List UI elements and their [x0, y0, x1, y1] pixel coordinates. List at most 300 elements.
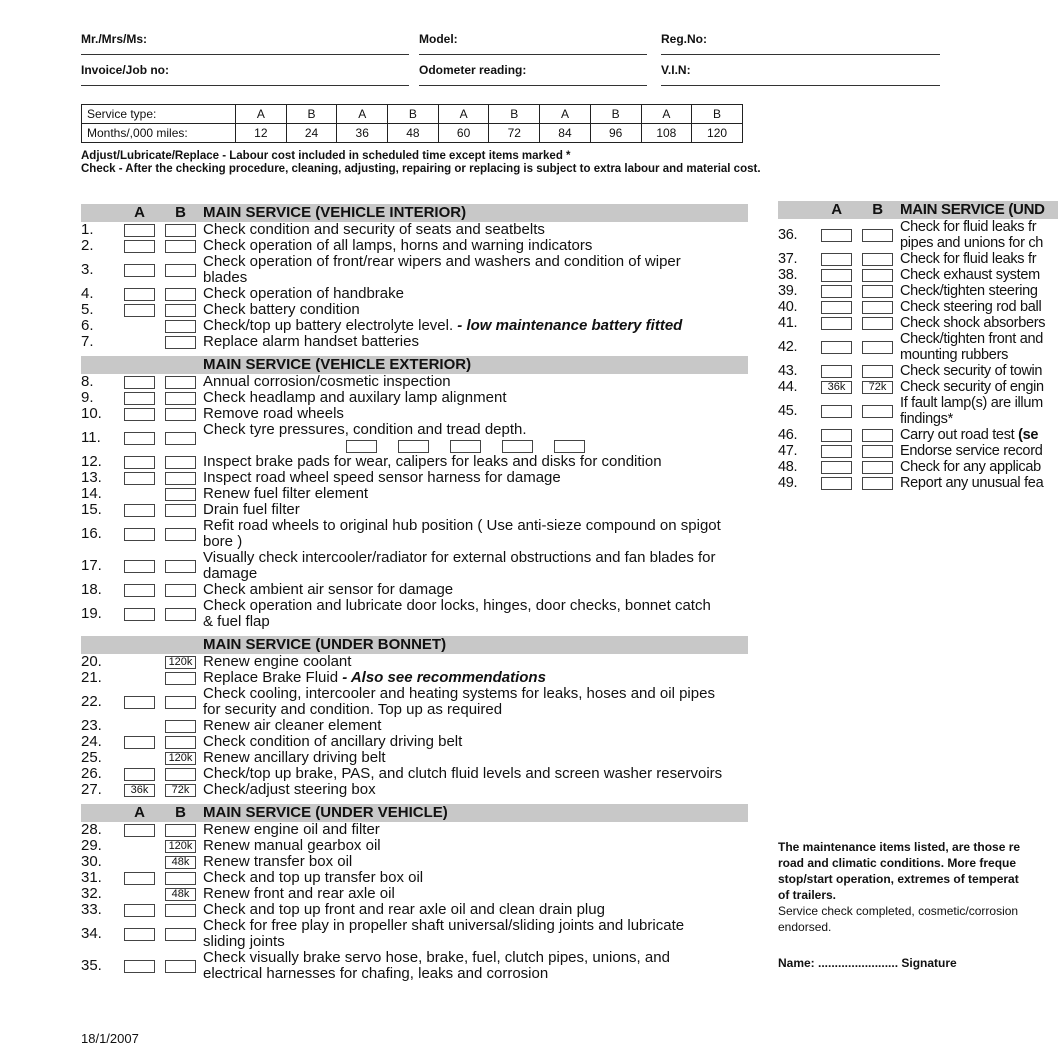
miles-cell: 84 — [540, 124, 591, 143]
item-number: 22. — [81, 693, 102, 710]
item-text-line — [203, 870, 423, 886]
checkbox[interactable] — [124, 824, 155, 837]
slot-a — [124, 288, 155, 301]
item-text-line — [203, 886, 395, 902]
slot-b — [862, 365, 893, 378]
item-text-segment: Check/top up battery electrolyte level. — [203, 317, 458, 334]
item-text-segment: Refit road wheels to original hub position ( Use anti-sieze compound on spigot — [203, 517, 721, 534]
item-text — [900, 379, 1044, 395]
item-number: 7. — [81, 333, 94, 350]
checkbox[interactable] — [862, 285, 893, 298]
slot-a — [124, 608, 155, 621]
service-type-cell: A — [438, 105, 489, 124]
item-number: 26. — [81, 765, 102, 782]
checkbox[interactable] — [124, 608, 155, 621]
slot-a — [821, 461, 852, 474]
checklist-item — [81, 486, 748, 502]
item-number: 17. — [81, 557, 102, 574]
item-text-line — [203, 270, 681, 286]
item-text-line — [203, 702, 715, 718]
slot-a — [821, 477, 852, 490]
item-text-line — [203, 670, 546, 686]
checkbox[interactable] — [165, 584, 196, 597]
slot-a — [124, 824, 155, 837]
item-text — [900, 251, 1036, 267]
note-adjust: Adjust/Lubricate/Replace - Labour cost included in scheduled time except items marked * — [81, 150, 571, 162]
item-number: 46. — [778, 427, 798, 443]
tyre-checkbox[interactable] — [554, 440, 585, 453]
item-text-segment: Check/adjust steering box — [203, 781, 376, 798]
checkbox[interactable] — [165, 768, 196, 781]
checklist-item — [81, 286, 748, 302]
field-input-line[interactable] — [81, 85, 409, 86]
item-text-line — [900, 251, 1036, 267]
item-number: 43. — [778, 363, 798, 379]
checkbox[interactable] — [165, 392, 196, 405]
item-number: 8. — [81, 373, 94, 390]
item-number: 44. — [778, 379, 798, 395]
slot-b — [165, 856, 196, 869]
miles-cell: 24 — [286, 124, 337, 143]
checkbox[interactable] — [821, 269, 852, 282]
slot-a — [124, 456, 155, 469]
checkbox[interactable] — [165, 824, 196, 837]
checkbox[interactable] — [124, 472, 155, 485]
checkbox[interactable] — [165, 528, 196, 541]
item-text — [203, 374, 451, 390]
interval-box[interactable]: 48k — [165, 888, 196, 901]
checkbox[interactable] — [124, 304, 155, 317]
checklist-item — [778, 251, 1058, 267]
slot-b — [862, 301, 893, 314]
interval-box[interactable]: 120k — [165, 656, 196, 669]
slot-b — [165, 240, 196, 253]
slot-a — [124, 432, 155, 445]
item-text-segment: Renew fuel filter element — [203, 485, 369, 502]
item-text — [203, 454, 662, 470]
item-text-segment: Check operation of all lamps, horns and warning indicators — [203, 237, 593, 254]
item-text — [203, 318, 682, 334]
service-schedule-table — [81, 104, 743, 143]
field-label: Model: — [419, 32, 458, 46]
checklist-item — [81, 918, 748, 950]
item-text — [203, 654, 351, 670]
checklist-item — [778, 219, 1058, 251]
tyre-boxes — [346, 438, 606, 454]
footer-line: endorsed. — [778, 920, 832, 934]
slot-a — [821, 365, 852, 378]
field-label: Odometer reading: — [419, 63, 527, 77]
item-number: 14. — [81, 485, 102, 502]
checkbox[interactable] — [165, 320, 196, 333]
item-text-segment: Inspect road wheel speed sensor harness for damage — [203, 469, 561, 486]
slot-b — [165, 840, 196, 853]
item-text — [203, 550, 716, 582]
service-type-cell: A — [641, 105, 692, 124]
item-text — [203, 782, 376, 798]
item-text — [203, 422, 606, 454]
slot-b — [862, 445, 893, 458]
section-header — [81, 204, 748, 222]
tyre-checkbox[interactable] — [502, 440, 533, 453]
checkbox[interactable] — [124, 288, 155, 301]
checkbox[interactable] — [165, 408, 196, 421]
item-number: 39. — [778, 283, 798, 299]
slot-a — [124, 584, 155, 597]
column-b-label: B — [175, 204, 186, 221]
item-text-line — [900, 347, 1043, 363]
checklist-item — [81, 406, 748, 422]
item-text-segment: Check for free play in propeller shaft universal/sliding joints and lubricate — [203, 917, 685, 934]
item-emphasis: - low maintenance battery fitted — [457, 317, 683, 334]
field-input-line[interactable] — [661, 85, 940, 86]
checklist-item — [778, 331, 1058, 363]
checkbox[interactable] — [165, 264, 196, 277]
checklist-item — [81, 238, 748, 254]
item-text-line — [203, 782, 376, 798]
checkbox[interactable] — [165, 904, 196, 917]
checklist-item — [81, 254, 748, 286]
slot-b — [165, 392, 196, 405]
checkbox[interactable] — [124, 376, 155, 389]
item-text — [900, 395, 1043, 427]
checkbox[interactable] — [862, 365, 893, 378]
checkbox[interactable] — [821, 445, 852, 458]
item-text-line — [203, 934, 684, 950]
item-text-line — [203, 406, 344, 422]
field-label: Reg.No: — [661, 32, 707, 46]
checkbox[interactable] — [124, 560, 155, 573]
checkbox[interactable] — [124, 264, 155, 277]
checkbox[interactable] — [124, 432, 155, 445]
section-title: MAIN SERVICE (UNDER BONNET) — [203, 636, 447, 653]
item-text-segment: Endorse service record — [900, 443, 1043, 459]
item-text-segment: Check security of engin — [900, 379, 1044, 395]
slot-a — [124, 904, 155, 917]
checkbox[interactable] — [124, 224, 155, 237]
checkbox[interactable] — [862, 477, 893, 490]
item-text-segment: Renew engine oil and filter — [203, 821, 380, 838]
slot-b — [165, 824, 196, 837]
left-checklist — [81, 204, 748, 982]
item-text — [203, 902, 605, 918]
interval-box[interactable]: 72k — [165, 784, 196, 797]
checkbox[interactable] — [165, 456, 196, 469]
item-text-segment: If fault lamp(s) are illum — [900, 395, 1043, 411]
item-number: 2. — [81, 237, 94, 254]
checklist-item — [81, 422, 748, 454]
checkbox[interactable] — [165, 472, 196, 485]
item-text — [203, 886, 395, 902]
checkbox[interactable] — [165, 720, 196, 733]
checkbox[interactable] — [124, 528, 155, 541]
checkbox[interactable] — [862, 341, 893, 354]
checkbox[interactable] — [124, 736, 155, 749]
item-text — [203, 406, 344, 422]
checkbox[interactable] — [821, 341, 852, 354]
slot-b — [165, 736, 196, 749]
item-text-segment: Renew engine coolant — [203, 653, 352, 670]
checkbox[interactable] — [165, 376, 196, 389]
checkbox[interactable] — [862, 301, 893, 314]
checklist-item — [81, 374, 748, 390]
checkbox[interactable] — [165, 608, 196, 621]
slot-b — [862, 429, 893, 442]
item-text — [203, 822, 380, 838]
item-text-line — [203, 286, 404, 302]
checklist-item — [778, 427, 1058, 443]
slot-a — [821, 381, 852, 394]
checkbox[interactable] — [821, 405, 852, 418]
miles-cell: 96 — [590, 124, 641, 143]
slot-b — [165, 608, 196, 621]
tyre-checkbox[interactable] — [450, 440, 481, 453]
item-text-line — [203, 822, 380, 838]
item-text-line — [203, 454, 662, 470]
checkbox[interactable] — [821, 285, 852, 298]
section-header — [81, 636, 748, 654]
checkbox[interactable] — [862, 429, 893, 442]
item-text-segment: Check/tighten steering — [900, 283, 1038, 299]
field-input-line[interactable] — [419, 54, 647, 55]
checkbox[interactable] — [821, 301, 852, 314]
checkbox[interactable] — [165, 304, 196, 317]
slot-b — [165, 672, 196, 685]
item-text-segment: Check visually brake servo hose, brake, fuel, clutch pipes, unions, and — [203, 949, 670, 966]
checkbox[interactable] — [124, 504, 155, 517]
checkbox[interactable] — [821, 253, 852, 266]
interval-box[interactable]: 120k — [165, 752, 196, 765]
checkbox[interactable] — [862, 317, 893, 330]
item-text-segment: Check headlamp and auxilary lamp alignment — [203, 389, 507, 406]
checkbox[interactable] — [862, 269, 893, 282]
item-text — [900, 459, 1041, 475]
checkbox[interactable] — [165, 504, 196, 517]
checklist-item — [81, 686, 748, 718]
miles-cell: 12 — [236, 124, 287, 143]
item-text — [900, 283, 1038, 299]
item-text — [900, 331, 1043, 363]
checkbox[interactable] — [124, 768, 155, 781]
checkbox[interactable] — [165, 224, 196, 237]
slot-a — [821, 269, 852, 282]
item-text-segment: Check and top up transfer box oil — [203, 869, 424, 886]
item-text-segment: mounting rubbers — [900, 347, 1009, 363]
checklist-item — [81, 886, 748, 902]
footer-bold-line: stop/start operation, extremes of temperat — [778, 872, 1019, 886]
item-text — [203, 670, 546, 686]
checkbox[interactable] — [124, 584, 155, 597]
item-text-segment: Renew front and rear axle oil — [203, 885, 395, 902]
checkbox[interactable] — [165, 336, 196, 349]
slot-b — [165, 720, 196, 733]
interval-box[interactable]: 48k — [165, 856, 196, 869]
miles-cell: 36 — [337, 124, 388, 143]
slot-b — [165, 928, 196, 941]
field-input-line[interactable] — [81, 54, 409, 55]
item-text-line — [203, 582, 453, 598]
item-text-segment: pipes and unions for ch — [900, 235, 1044, 251]
checkbox[interactable] — [124, 392, 155, 405]
checkbox[interactable] — [862, 405, 893, 418]
checkbox[interactable] — [165, 928, 196, 941]
checkbox[interactable] — [165, 736, 196, 749]
interval-box[interactable]: 36k — [821, 381, 852, 394]
item-number: 25. — [81, 749, 102, 766]
item-number: 41. — [778, 315, 798, 331]
item-text-line — [203, 470, 561, 486]
checkbox[interactable] — [165, 672, 196, 685]
checkbox[interactable] — [821, 229, 852, 242]
item-number: 29. — [81, 837, 102, 854]
checkbox[interactable] — [821, 365, 852, 378]
checkbox[interactable] — [124, 928, 155, 941]
checklist-item — [778, 459, 1058, 475]
item-number: 31. — [81, 869, 102, 886]
item-text-segment: electrical harnesses for chafing, leaks and corrosion — [203, 965, 549, 982]
service-type-label: Service type: — [82, 105, 236, 124]
checklist-item — [778, 395, 1058, 427]
item-text-segment: Check for any applicab — [900, 459, 1041, 475]
checklist-item — [81, 822, 748, 838]
slot-b — [165, 528, 196, 541]
section-title: MAIN SERVICE (UND — [900, 201, 1045, 218]
checkbox[interactable] — [821, 317, 852, 330]
item-text-segment: Check and top up front and rear axle oil and clean drain plug — [203, 901, 605, 918]
slot-a — [124, 408, 155, 421]
interval-box[interactable]: 72k — [862, 381, 893, 394]
field-input-line[interactable] — [661, 54, 940, 55]
item-number: 23. — [81, 717, 102, 734]
checkbox[interactable] — [124, 240, 155, 253]
checklist-item — [81, 550, 748, 582]
checkbox[interactable] — [821, 429, 852, 442]
slot-b — [165, 768, 196, 781]
field-label: Invoice/Job no: — [81, 63, 170, 77]
item-text-segment: Inspect brake pads for wear, calipers for leaks and disks for condition — [203, 453, 662, 470]
checkbox[interactable] — [862, 253, 893, 266]
checkbox[interactable] — [165, 488, 196, 501]
checkbox[interactable] — [821, 461, 852, 474]
item-text-line — [203, 598, 711, 614]
checkbox[interactable] — [165, 960, 196, 973]
item-text-segment: Replace Brake Fluid — [203, 669, 343, 686]
item-number: 16. — [81, 525, 102, 542]
item-text-segment: for security and condition. Top up as required — [203, 701, 503, 718]
item-text-segment: Annual corrosion/cosmetic inspection — [203, 373, 451, 390]
slot-a — [821, 445, 852, 458]
checkbox[interactable] — [124, 408, 155, 421]
checkbox[interactable] — [862, 445, 893, 458]
item-text-line — [203, 918, 684, 934]
item-text — [900, 315, 1045, 331]
item-number: 40. — [778, 299, 798, 315]
checkbox[interactable] — [124, 904, 155, 917]
checkbox[interactable] — [165, 240, 196, 253]
item-text-line — [203, 222, 545, 238]
note-check: Check - After the checking procedure, cleaning, adjusting, repairing or replacing is subject to extra labour and material cost. — [81, 163, 761, 175]
slot-b — [862, 269, 893, 282]
item-text-line — [203, 302, 360, 318]
item-number: 24. — [81, 733, 102, 750]
checklist-item — [81, 502, 748, 518]
slot-a — [124, 768, 155, 781]
checkbox[interactable] — [165, 288, 196, 301]
checkbox[interactable] — [124, 456, 155, 469]
slot-a — [821, 301, 852, 314]
signature-line[interactable]: Name: ........................ Signature — [778, 956, 957, 970]
item-text-line — [203, 654, 351, 670]
item-text-line — [900, 331, 1043, 347]
item-number: 10. — [81, 405, 102, 422]
checklist-item — [81, 766, 748, 782]
slot-b — [165, 888, 196, 901]
checklist-item — [81, 318, 748, 334]
item-text-segment: Check cooling, intercooler and heating systems for leaks, hoses and oil pipes — [203, 685, 715, 702]
interval-box[interactable]: 120k — [165, 840, 196, 853]
item-text-segment: Check for fluid leaks fr — [900, 219, 1037, 235]
checkbox[interactable] — [124, 696, 155, 709]
checkbox[interactable] — [165, 872, 196, 885]
checklist-item — [81, 782, 748, 798]
item-number: 18. — [81, 581, 102, 598]
tyre-checkbox[interactable] — [346, 440, 377, 453]
checkbox[interactable] — [124, 960, 155, 973]
item-number: 12. — [81, 453, 102, 470]
checkbox[interactable] — [165, 696, 196, 709]
item-text-line — [900, 459, 1041, 475]
item-text — [203, 598, 711, 630]
item-number: 19. — [81, 605, 102, 622]
item-text-line — [203, 334, 419, 350]
interval-box[interactable]: 36k — [124, 784, 155, 797]
item-text — [203, 254, 681, 286]
item-number: 6. — [81, 317, 94, 334]
item-text-segment: Carry out road test — [900, 427, 1019, 443]
slot-b — [862, 253, 893, 266]
slot-a — [124, 736, 155, 749]
item-number: 11. — [81, 429, 101, 446]
item-text-line — [203, 950, 670, 966]
item-text — [203, 502, 300, 518]
checkbox[interactable] — [821, 477, 852, 490]
slot-b — [165, 584, 196, 597]
checklist-item — [81, 950, 748, 982]
slot-b — [165, 560, 196, 573]
checkbox[interactable] — [165, 560, 196, 573]
column-a-label: A — [831, 201, 842, 218]
checklist-item — [81, 302, 748, 318]
item-text — [203, 286, 404, 302]
item-text-segment: Check tyre pressures, condition and tread depth. — [203, 421, 527, 438]
checkbox[interactable] — [165, 432, 196, 445]
checkbox[interactable] — [862, 461, 893, 474]
checkbox[interactable] — [862, 229, 893, 242]
item-text-segment: Report any unusual fea — [900, 475, 1044, 491]
item-number: 33. — [81, 901, 102, 918]
field-input-line[interactable] — [419, 85, 647, 86]
slot-b — [165, 264, 196, 277]
checklist-item — [81, 334, 748, 350]
checkbox[interactable] — [124, 872, 155, 885]
tyre-checkbox[interactable] — [398, 440, 429, 453]
footer-bold-line: of trailers. — [778, 888, 837, 902]
item-number: 32. — [81, 885, 102, 902]
item-text-line — [203, 902, 605, 918]
item-text-segment: Check security of towin — [900, 363, 1043, 379]
slot-a — [821, 405, 852, 418]
item-text — [203, 718, 381, 734]
